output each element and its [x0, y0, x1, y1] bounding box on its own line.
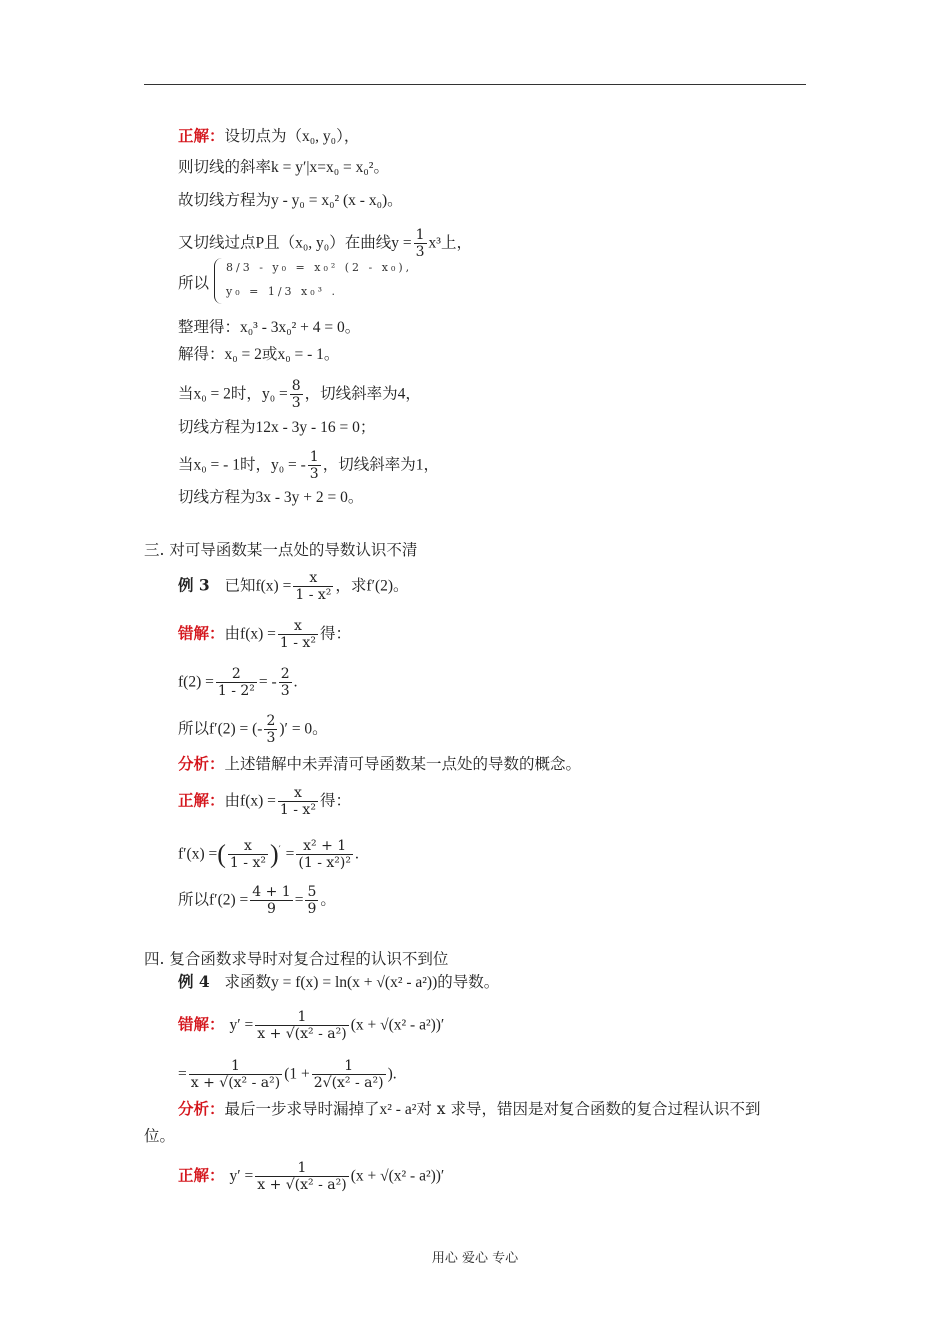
math: y′ =: [229, 1016, 254, 1034]
line-wrong-4-b: [178, 1058, 397, 1091]
line-analysis-3: [178, 753, 581, 775]
text: 当: [178, 455, 194, 474]
fraction: [293, 570, 333, 603]
line-wrong-3-b: [178, 666, 298, 699]
text: 解得：: [178, 345, 225, 363]
section-4-heading: 四. 复合函数求导时对复合过程的认识不到位: [144, 950, 449, 968]
text: 上，: [440, 233, 472, 252]
fraction: [296, 838, 353, 871]
text: 时，: [239, 455, 271, 474]
math: f′(2) =: [209, 891, 249, 909]
line-wrong-3: [178, 618, 351, 651]
denominator: 1 - x²: [279, 635, 316, 651]
system-eq-2: y₀ = 1/3 x₀³ .: [226, 285, 339, 298]
math: x³: [428, 234, 441, 252]
fraction: [290, 378, 303, 411]
math: f(2) =: [178, 673, 214, 691]
fraction: [228, 838, 268, 871]
text: 在曲线: [344, 233, 392, 252]
math: （x₀, y₀），: [286, 128, 360, 145]
numerator: x: [293, 785, 302, 801]
example-label: 例 3: [178, 575, 210, 595]
math: f′(2)。: [366, 577, 409, 595]
numerator: x: [309, 570, 318, 586]
math: y′ =: [229, 1167, 254, 1185]
system-brace: [214, 258, 223, 304]
denominator: 1 - 2²: [217, 683, 255, 699]
math: .: [293, 673, 298, 691]
label-wrong: 错解：: [178, 1014, 225, 1034]
line-passes-point: [178, 227, 472, 260]
math: 1，: [415, 456, 439, 474]
math: x₀³ - 3x₀² + 4 = 0。: [240, 319, 361, 336]
math: f′(2) = (-: [209, 720, 263, 738]
text: 当: [178, 384, 194, 403]
numerator: 5: [307, 884, 317, 900]
text: 则切线的斜率: [178, 158, 272, 176]
text: 切线方程为: [178, 418, 256, 436]
text: ，求: [335, 576, 367, 595]
line-solve: [178, 343, 339, 366]
fraction: [278, 785, 318, 818]
text: 求函数: [224, 973, 271, 991]
numerator: 4 + 1: [252, 884, 291, 900]
math: x₀ = 2: [224, 346, 262, 363]
line-simplify: [178, 316, 360, 339]
text: 得：: [319, 624, 351, 643]
text: 设切点为: [224, 127, 287, 145]
example-3: [178, 570, 409, 603]
denominator: x + √(x² - a²): [257, 1026, 347, 1042]
text: 所以: [178, 274, 210, 292]
line-correct-1: [178, 125, 359, 148]
text: 的导数。: [437, 973, 500, 991]
text: 得：: [319, 791, 351, 810]
denominator: 3: [415, 244, 425, 260]
denominator: 9: [307, 901, 317, 917]
text: 又切线过点: [178, 233, 256, 252]
page-footer: 用心 爱心 专心: [431, 1251, 519, 1266]
fraction: [278, 618, 318, 651]
line-correct-4: [178, 1160, 444, 1193]
label-correct: 正解：: [178, 790, 225, 810]
denominator: 2√(x² - a²): [313, 1075, 384, 1091]
math: 3x - 3y + 2 = 0。: [255, 489, 364, 506]
text: 由: [224, 791, 241, 810]
label-correct: 正解：: [178, 126, 225, 145]
example-4: [178, 971, 499, 994]
text: 最后一步求导时漏掉了: [224, 1100, 380, 1118]
line-so: [178, 272, 209, 294]
line-wrong-4: [178, 1009, 444, 1042]
math: f(x) =: [240, 625, 276, 643]
numerator: 1: [297, 1009, 307, 1025]
line-tangent-1: [178, 416, 375, 439]
math: f(x) =: [240, 792, 276, 810]
numerator: 2: [231, 666, 241, 682]
denominator: 9: [250, 900, 292, 917]
math: k = y′|x=x₀ = x₀²。: [271, 159, 389, 176]
math: f′(x) =: [178, 845, 218, 863]
numerator: x² + 1: [303, 838, 347, 854]
fraction: [305, 884, 318, 917]
fraction: [255, 1009, 348, 1042]
line-correct-3: [178, 785, 351, 818]
denominator: 3: [280, 683, 290, 699]
math: P: [255, 234, 265, 252]
label-wrong: 错解：: [178, 623, 225, 643]
numerator: 1: [344, 1058, 354, 1074]
line-analysis-4-cont: 位。: [144, 1127, 176, 1145]
header-rule: [144, 84, 806, 85]
math: (x + √(x² - a²))′: [350, 1016, 445, 1034]
line-correct-3-b: f′(x) =( $\frac{x}{\text{1 - x²}}$ )′ = $\frac{\text{x² + 1}}{\text{(1 - x²)²}}$ .: [178, 838, 359, 871]
line-slope: [178, 156, 389, 179]
label-analysis: 分析：: [178, 1099, 225, 1118]
text: 所以: [178, 890, 210, 909]
numerator: x: [243, 838, 252, 854]
text: 已知: [224, 576, 256, 595]
math: 4，: [397, 385, 421, 403]
numerator: 2: [266, 713, 276, 729]
line-correct-3-c: [178, 884, 336, 917]
text: 或: [261, 345, 278, 363]
math: (x + √(x² - a²))′: [350, 1167, 445, 1185]
paren-left: (: [217, 839, 226, 869]
math: =: [285, 845, 295, 863]
math: x₀ = - 1。: [277, 346, 340, 363]
fraction: [279, 666, 292, 699]
math: （x₀, y₀）: [279, 234, 345, 252]
denominator: 3: [309, 466, 319, 482]
math: y₀ =: [261, 385, 288, 403]
text: 整理得：: [178, 318, 241, 336]
label-analysis: 分析：: [178, 754, 225, 773]
numerator: 1: [231, 1058, 240, 1074]
math: .: [354, 845, 359, 863]
paren-right: ): [269, 839, 279, 869]
math: x₀ = 2: [193, 385, 231, 403]
math: y = f(x) = ln(x + √(x² - a²)): [270, 974, 438, 991]
denominator: x + √(x² - a²): [257, 1177, 347, 1193]
line-analysis-4: [178, 1098, 760, 1121]
denominator: 1 - x²: [279, 802, 316, 818]
text: 由: [224, 624, 241, 643]
text: ，切线斜率为: [304, 384, 398, 403]
label-correct: 正解：: [178, 1165, 225, 1185]
text: 上述错解中未弄清可导函数某一点处的导数的概念。: [224, 755, 582, 773]
math: y =: [391, 234, 412, 252]
denominator: 3: [291, 395, 301, 411]
numerator: 2: [280, 666, 290, 682]
denominator: 1 - x²: [229, 855, 266, 871]
math: (1 +: [284, 1065, 310, 1083]
numerator: x: [293, 618, 302, 634]
math: ).: [387, 1065, 397, 1083]
section-3-heading: 三. 对可导函数某一点处的导数认识不清: [144, 541, 418, 559]
math: x₀ = - 1: [193, 456, 240, 474]
text: ，切线斜率为: [322, 455, 416, 474]
math: = -: [258, 673, 277, 691]
fraction: [264, 713, 277, 746]
math: y - y₀ = x₀² (x - x₀)。: [271, 192, 403, 209]
math: f(x) =: [255, 577, 292, 595]
denominator: 3: [266, 730, 276, 746]
system-eq-1: 8/3 - y₀ = x₀² (2 - x₀),: [226, 261, 413, 274]
fraction: [414, 227, 427, 260]
text: 对 x 求导，错因是对复合函数的复合过程认识不到: [416, 1100, 761, 1118]
math: x² - a²: [379, 1101, 417, 1118]
math: =: [178, 1065, 187, 1083]
text: 。: [320, 890, 336, 909]
line-case-2: [178, 449, 439, 482]
math: )′ = 0。: [279, 720, 328, 738]
numerator: 1: [415, 227, 425, 243]
math: =: [294, 891, 304, 909]
math: 12x - 3y - 16 = 0；: [255, 419, 376, 436]
numerator: 8: [291, 378, 301, 394]
fraction: [255, 1160, 348, 1193]
line-tangent-eq: [178, 189, 403, 212]
denominator: x + √(x² - a²): [190, 1075, 281, 1091]
numerator: 1: [297, 1160, 307, 1176]
text: 切线方程为: [178, 488, 256, 506]
line-case-1: [178, 378, 421, 411]
line-tangent-2: [178, 486, 363, 509]
denominator: (1 - x²)²: [298, 855, 351, 871]
fraction: [250, 884, 292, 917]
fraction: [189, 1058, 282, 1091]
denominator: 1 - x²: [295, 587, 332, 603]
fraction: [312, 1058, 386, 1091]
fraction: [308, 449, 321, 482]
text: 且: [264, 233, 280, 252]
fraction: [216, 666, 257, 699]
math: y₀ = -: [270, 456, 306, 474]
text: 时，: [230, 384, 262, 403]
text: 故切线方程为: [178, 191, 272, 209]
example-label: 例 4: [178, 972, 210, 991]
line-wrong-3-c: [178, 713, 328, 746]
numerator: 1: [309, 449, 319, 465]
text: 所以: [178, 719, 210, 738]
